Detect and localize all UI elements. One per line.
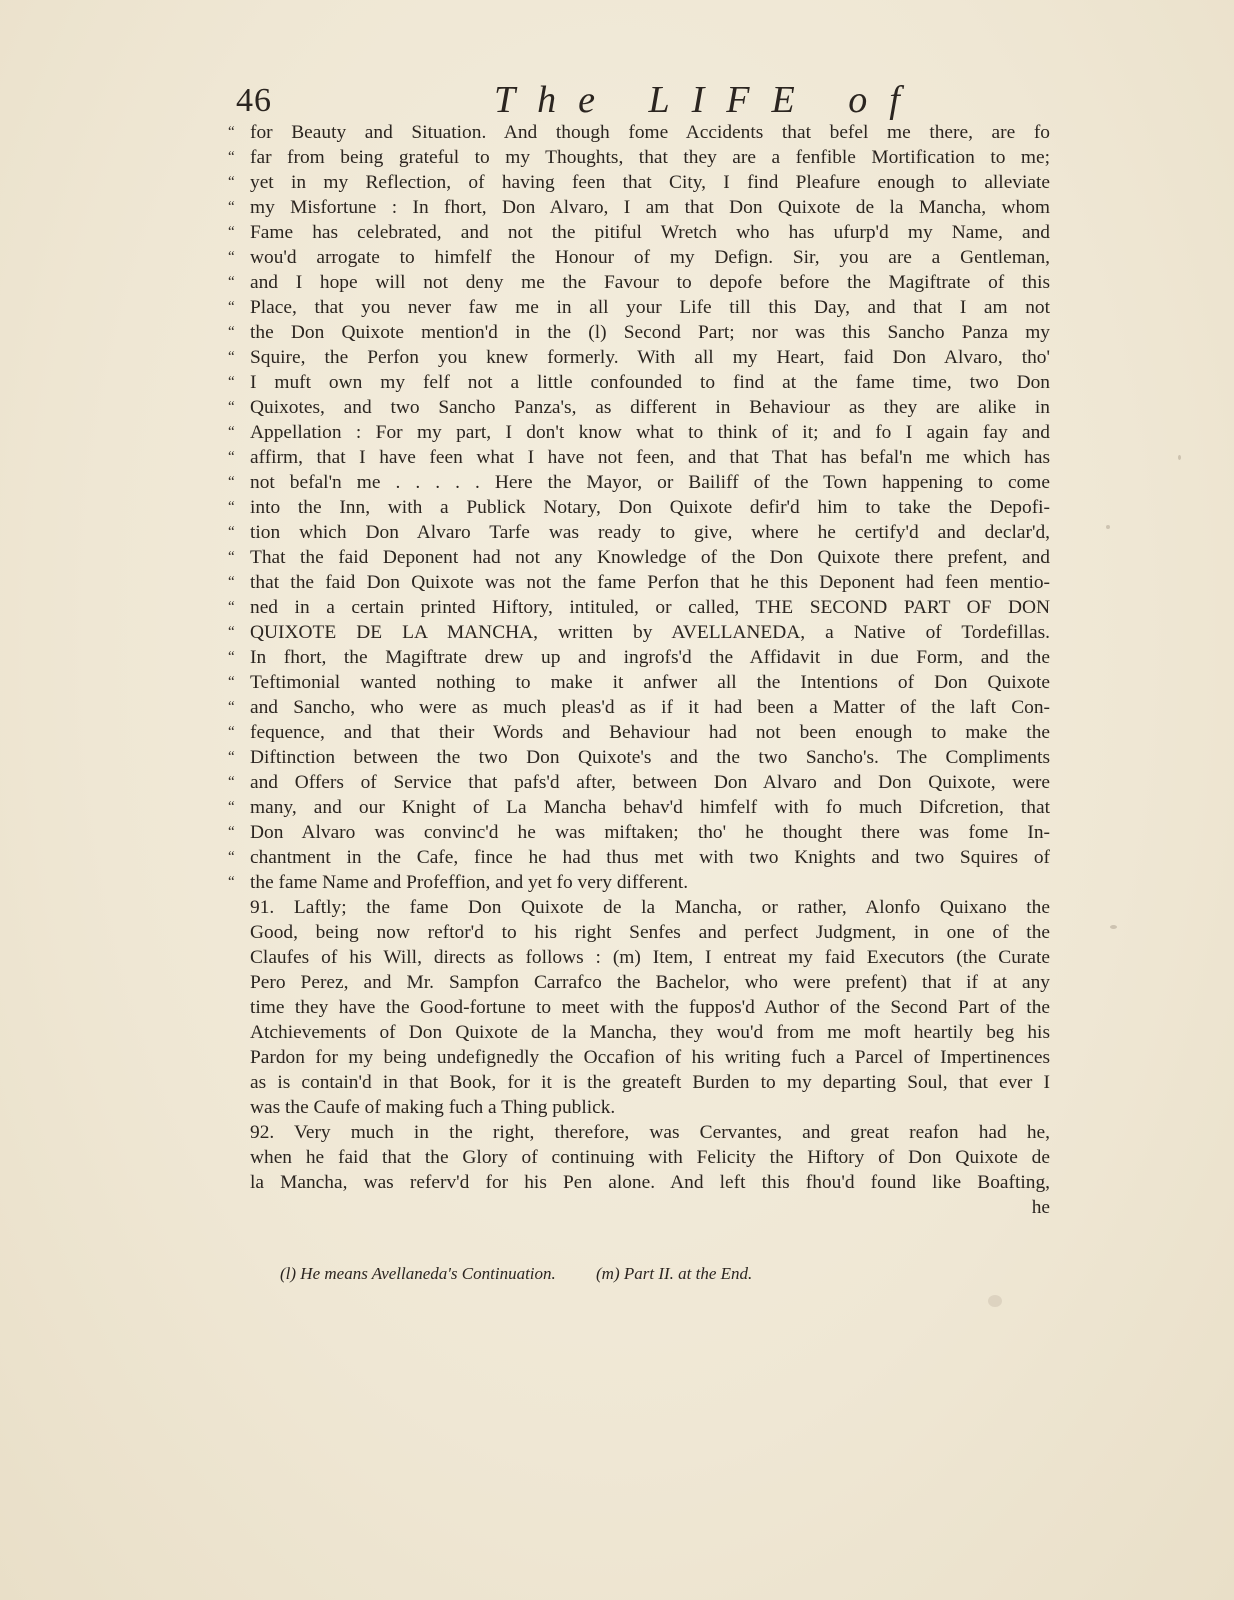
text-line [250, 1120, 1050, 1145]
line-text: for Beauty and Situation. And though fome Accidents that befel me there, are fo [250, 122, 1050, 143]
text-line [250, 995, 1050, 1020]
line-text: Pardon for my being undefignedly the Occafion of his writing fuch a Parcel of Impertinences [250, 1047, 1050, 1068]
quote-mark: “ [228, 374, 234, 390]
quote-mark: “ [228, 149, 234, 165]
quote-mark: “ [228, 349, 234, 365]
text-line [228, 270, 1050, 295]
quote-mark: “ [228, 624, 234, 640]
text-line [250, 1170, 1050, 1195]
line-text: he [1031, 1197, 1050, 1218]
text-line [228, 145, 1050, 170]
line-text: and I hope will not deny me the Favour to depofe before the Magiftrate of this [250, 272, 1050, 293]
line-text: many, and our Knight of La Mancha behav'd himfelf with fo much Difcretion, that [250, 797, 1050, 818]
quote-mark: “ [228, 324, 234, 340]
quote-mark: “ [228, 249, 234, 265]
text-line [250, 920, 1050, 945]
quote-mark: “ [228, 649, 234, 665]
line-text: when he faid that the Glory of continuing with Felicity the Hiftory of Don Quixote de [250, 1147, 1050, 1168]
text-line [228, 445, 1050, 470]
paper-speck [1106, 525, 1110, 529]
line-text: Pero Perez, and Mr. Sampfon Carrafco the Bachelor, who were prefent) that if at any [250, 972, 1050, 993]
running-title: The LIFE of [494, 79, 922, 121]
text-line [228, 720, 1050, 745]
text-line [228, 345, 1050, 370]
line-text: 92. Very much in the right, therefore, was Cervantes, and great reafon had he, [250, 1122, 1050, 1143]
text-line [228, 695, 1050, 720]
quote-mark: “ [228, 424, 234, 440]
text-line [250, 1070, 1050, 1095]
text-line [250, 945, 1050, 970]
text-line [228, 745, 1050, 770]
quote-mark: “ [228, 774, 234, 790]
quote-mark: “ [228, 574, 234, 590]
paper-speck [1110, 925, 1117, 929]
footnote-l: (l) He means Avellaneda's Continuation. [280, 1264, 556, 1283]
text-line [228, 820, 1050, 845]
quote-mark: “ [228, 724, 234, 740]
line-text: wou'd arrogate to himfelf the Honour of my Defign. Sir, you are a Gentleman, [250, 247, 1050, 268]
text-line [228, 170, 1050, 195]
line-text: 91. Laftly; the fame Don Quixote de la Mancha, or rather, Alonfo Quixano the [250, 897, 1050, 918]
line-text: chantment in the Cafe, fince he had thus met with two Knights and two Squires of [250, 847, 1050, 868]
page-number: 46 [236, 82, 272, 119]
line-text: yet in my Reflection, of having feen that City, I find Pleafure enough to alleviate [250, 172, 1050, 193]
line-text: Fame has celebrated, and not the pitiful Wretch who has ufurp'd my Name, and [250, 222, 1050, 243]
text-line [228, 120, 1050, 145]
text-line [228, 870, 1050, 895]
quote-mark: “ [228, 499, 234, 515]
text-line [228, 770, 1050, 795]
quote-mark: “ [228, 449, 234, 465]
text-line [228, 320, 1050, 345]
quote-mark: “ [228, 849, 234, 865]
text-line [228, 845, 1050, 870]
line-text: Squire, the Perfon you knew formerly. With all my Heart, faid Don Alvaro, tho' [250, 347, 1050, 368]
text-line [228, 670, 1050, 695]
line-text: Appellation : For my part, I don't know what to think of it; and fo I again fay and [250, 422, 1050, 443]
text-line [228, 545, 1050, 570]
line-text: that the faid Don Quixote was not the fame Perfon that he this Deponent had feen mentio- [250, 572, 1050, 593]
text-line [250, 1095, 1050, 1120]
quote-mark: “ [228, 599, 234, 615]
quote-mark: “ [228, 199, 234, 215]
footnotes [280, 1264, 1040, 1284]
quote-mark: “ [228, 224, 234, 240]
quote-mark: “ [228, 174, 234, 190]
line-text: my Misfortune : In fhort, Don Alvaro, I am that Don Quixote de la Mancha, whom [250, 197, 1050, 218]
text-body [228, 120, 1050, 1220]
quote-mark: “ [228, 824, 234, 840]
text-line [228, 495, 1050, 520]
text-line [228, 570, 1050, 595]
text-line [250, 1020, 1050, 1045]
line-text: and Sancho, who were as much pleas'd as if it had been a Matter of the laft Con- [250, 697, 1050, 718]
quote-mark: “ [228, 474, 234, 490]
paper-speck [988, 1295, 1002, 1307]
line-text: Good, being now reftor'd to his right Senfes and perfect Judgment, in one of the [250, 922, 1050, 943]
line-text: and Offers of Service that pafs'd after, between Don Alvaro and Don Quixote, were [250, 772, 1050, 793]
line-text: tion which Don Alvaro Tarfe was ready to give, where he certify'd and declar'd, [250, 522, 1050, 543]
quote-mark: “ [228, 799, 234, 815]
text-line [250, 895, 1050, 920]
line-text: Atchievements of Don Quixote de la Mancha, they wou'd from me moft heartily beg his [250, 1022, 1050, 1043]
text-line [228, 645, 1050, 670]
quote-mark: “ [228, 749, 234, 765]
line-text: la Mancha, was referv'd for his Pen alone. And left this fhou'd found like Boafting, [250, 1172, 1050, 1193]
text-line [228, 470, 1050, 495]
text-line [228, 620, 1050, 645]
text-line [250, 970, 1050, 995]
line-text: affirm, that I have feen what I have not feen, and that That has befal'n me which has [250, 447, 1050, 468]
text-line [228, 795, 1050, 820]
text-line [228, 520, 1050, 545]
line-text: into the Inn, with a Publick Notary, Don Quixote defir'd him to take the Depofi- [250, 497, 1050, 518]
quote-mark: “ [228, 874, 234, 890]
text-line [228, 220, 1050, 245]
quote-mark: “ [228, 124, 234, 140]
quote-mark: “ [228, 299, 234, 315]
line-text: Teftimonial wanted nothing to make it anfwer all the Intentions of Don Quixote [250, 672, 1050, 693]
text-line [250, 1045, 1050, 1070]
quote-mark: “ [228, 699, 234, 715]
line-text: Diftinction between the two Don Quixote's and the two Sancho's. The Compliments [250, 747, 1050, 768]
text-line [228, 245, 1050, 270]
text-line [228, 370, 1050, 395]
line-text: the Don Quixote mention'd in the (l) Second Part; nor was this Sancho Panza my [250, 322, 1050, 343]
line-text: Don Alvaro was convinc'd he was miftaken; tho' he thought there was fome In- [250, 822, 1050, 843]
quote-mark: “ [228, 549, 234, 565]
text-line [228, 595, 1050, 620]
line-text: far from being grateful to my Thoughts, that they are a fenfible Mortification to me; [250, 147, 1050, 168]
text-line [250, 1195, 1050, 1220]
line-text: That the faid Deponent had not any Knowledge of the Don Quixote there prefent, and [250, 547, 1050, 568]
line-text: Claufes of his Will, directs as follows : (m) Item, I entreat my faid Executors (the Curate [250, 947, 1050, 968]
line-text: In fhort, the Magiftrate drew up and ingrofs'd the Affidavit in due Form, and the [250, 647, 1050, 668]
line-text: I muft own my felf not a little confounded to find at the fame time, two Don [250, 372, 1050, 393]
line-text: was the Caufe of making fuch a Thing publick. [250, 1097, 616, 1118]
text-line [228, 420, 1050, 445]
quote-mark: “ [228, 399, 234, 415]
line-text: Quixotes, and two Sancho Panza's, as different in Behaviour as they are alike in [250, 397, 1050, 418]
line-text: ned in a certain printed Hiftory, intituled, or called, THE SECOND PART OF DON [250, 597, 1050, 618]
quote-mark: “ [228, 524, 234, 540]
line-text: time they have the Good-fortune to meet with the fuppos'd Author of the Second Part of the [250, 997, 1050, 1018]
line-text: not befal'n me . . . . . Here the Mayor, or Bailiff of the Town happening to come [250, 472, 1050, 493]
line-text: fequence, and that their Words and Behaviour had not been enough to make the [250, 722, 1050, 743]
footnote-m: (m) Part II. at the End. [596, 1264, 753, 1283]
paper-speck [1178, 455, 1181, 460]
text-line [228, 195, 1050, 220]
text-line [228, 395, 1050, 420]
quote-mark: “ [228, 274, 234, 290]
line-text: as is contain'd in that Book, for it is the greateft Burden to my departing Soul, that ever I [250, 1072, 1050, 1093]
line-text: Place, that you never faw me in all your Life till this Day, and that I am not [250, 297, 1050, 318]
line-text: QUIXOTE DE LA MANCHA, written by AVELLANEDA, a Native of Tordefillas. [250, 622, 1050, 643]
line-text: the fame Name and Profeffion, and yet fo very different. [250, 872, 689, 893]
text-line [250, 1145, 1050, 1170]
text-line [228, 295, 1050, 320]
quote-mark: “ [228, 674, 234, 690]
